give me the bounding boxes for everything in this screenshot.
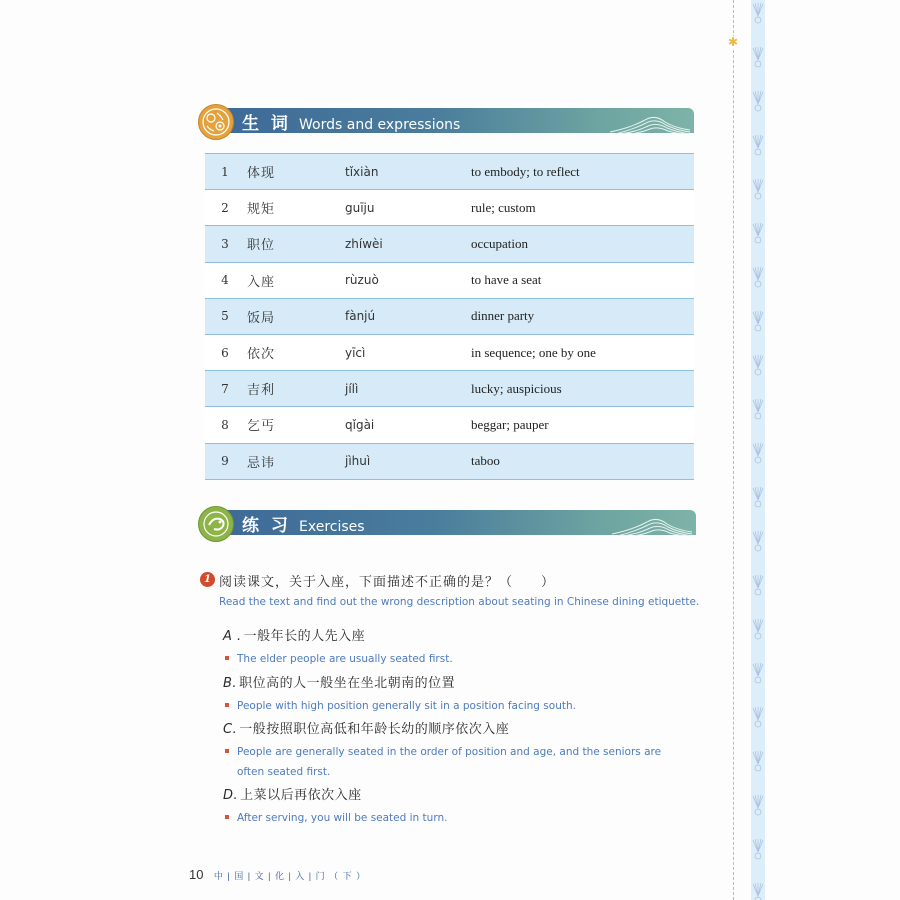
word-meaning: rule; custom xyxy=(471,190,694,226)
word-number: 6 xyxy=(205,334,245,370)
fan-pattern-icon xyxy=(752,354,764,380)
word-number: 5 xyxy=(205,298,245,334)
bullet-square-icon xyxy=(225,703,229,707)
fan-pattern-icon xyxy=(752,794,764,820)
word-pinyin: yīcì xyxy=(345,334,471,370)
fan-pattern-icon xyxy=(752,574,764,600)
question-number-badge: 1 xyxy=(200,572,215,587)
word-hanzi: 体现 xyxy=(245,154,345,190)
page-number: 10 xyxy=(189,867,204,882)
word-hanzi: 饭局 xyxy=(245,298,345,334)
fan-pattern-icon xyxy=(752,90,764,116)
fan-pattern-icon xyxy=(752,134,764,160)
option-letter: C. xyxy=(223,722,238,737)
word-number: 9 xyxy=(205,443,245,479)
word-meaning: lucky; auspicious xyxy=(471,371,694,407)
word-number: 3 xyxy=(205,226,245,262)
word-number: 2 xyxy=(205,190,245,226)
decorative-side-strip xyxy=(751,0,765,900)
word-hanzi: 职位 xyxy=(245,226,345,262)
word-hanzi: 乞丐 xyxy=(245,407,345,443)
vocabulary-table xyxy=(205,153,694,480)
word-number: 4 xyxy=(205,262,245,298)
table-row xyxy=(205,154,694,190)
table-row xyxy=(205,226,694,262)
bullet-square-icon xyxy=(225,656,229,660)
fan-pattern-icon xyxy=(752,618,764,644)
word-meaning: to have a seat xyxy=(471,262,694,298)
word-meaning: taboo xyxy=(471,443,694,479)
section-title xyxy=(242,511,365,536)
mountain-waves-icon xyxy=(612,514,692,536)
word-meaning: beggar; pauper xyxy=(471,407,694,443)
option-text-en: The elder people are usually seated first. xyxy=(237,653,453,665)
book-title: 中 | 国 | 文 | 化 | 入 | 门 （ 下 ） xyxy=(213,871,367,881)
word-hanzi: 吉利 xyxy=(245,371,345,407)
table-row xyxy=(205,443,694,479)
table-row xyxy=(205,298,694,334)
option-text-en: After serving, you will be seated in turn. xyxy=(237,812,448,824)
word-meaning: in sequence; one by one xyxy=(471,334,694,370)
word-meaning: dinner party xyxy=(471,298,694,334)
fan-pattern-icon xyxy=(752,662,764,688)
option-text-en: People with high position generally sit in a position facing south. xyxy=(237,700,576,712)
option-letter: D. xyxy=(223,788,239,803)
table-row xyxy=(205,371,694,407)
table-row xyxy=(205,262,694,298)
section-title-en: Words and expressions xyxy=(299,117,461,133)
fan-pattern-icon xyxy=(752,178,764,204)
fan-pattern-icon xyxy=(752,882,764,900)
word-meaning: to embody; to reflect xyxy=(471,154,694,190)
dragon-medallion-icon xyxy=(198,506,234,542)
word-number: 1 xyxy=(205,154,245,190)
bullet-square-icon xyxy=(225,749,229,753)
option-a xyxy=(223,625,683,669)
margin-dotted-line xyxy=(733,0,734,900)
exercises-section-header xyxy=(198,506,696,540)
option-b xyxy=(223,672,683,716)
fan-pattern-icon xyxy=(752,2,764,28)
bullet-square-icon xyxy=(225,815,229,819)
question-text-cn: 阅读课文，关于入座，下面描述不正确的是？（ ） xyxy=(219,575,556,590)
table-row xyxy=(205,407,694,443)
section-title-cn: 生 词 xyxy=(242,114,291,134)
word-hanzi: 忌讳 xyxy=(245,443,345,479)
vocabulary-section-header xyxy=(198,104,694,138)
question-text-en: Read the text and find out the wrong description about seating in Chinese dining etiquette. xyxy=(219,596,700,608)
word-number: 7 xyxy=(205,371,245,407)
fan-pattern-icon xyxy=(752,442,764,468)
word-hanzi: 依次 xyxy=(245,334,345,370)
option-text-cn: 一般按照职位高低和年龄长幼的顺序依次入座 xyxy=(239,722,510,737)
fan-pattern-icon xyxy=(752,398,764,424)
fan-pattern-icon xyxy=(752,222,764,248)
word-meaning: occupation xyxy=(471,226,694,262)
word-pinyin: zhíwèi xyxy=(345,226,471,262)
section-title-en: Exercises xyxy=(299,519,365,535)
section-title-cn: 练 习 xyxy=(242,516,291,536)
option-text-cn: 上菜以后再依次入座 xyxy=(240,788,362,803)
page-footer xyxy=(189,866,366,884)
word-pinyin: jílì xyxy=(345,371,471,407)
mountain-waves-icon xyxy=(610,112,690,134)
fan-pattern-icon xyxy=(752,486,764,512)
word-pinyin: guīju xyxy=(345,190,471,226)
fan-pattern-icon xyxy=(752,310,764,336)
table-row xyxy=(205,190,694,226)
option-c xyxy=(223,718,683,782)
option-letter: A . xyxy=(223,629,242,644)
option-text-cn: 一般年长的人先入座 xyxy=(243,629,366,644)
section-title xyxy=(242,109,460,134)
word-hanzi: 规矩 xyxy=(245,190,345,226)
flower-medallion-icon xyxy=(198,104,234,140)
fan-pattern-icon xyxy=(752,266,764,292)
word-pinyin: fànjú xyxy=(345,298,471,334)
option-text-en: People are generally seated in the order of position and age, and the seniors are often seated first. xyxy=(237,746,662,778)
table-row xyxy=(205,334,694,370)
fan-pattern-icon xyxy=(752,530,764,556)
fan-pattern-icon xyxy=(752,838,764,864)
fan-pattern-icon xyxy=(752,706,764,732)
option-text-cn: 职位高的人一般坐在坐北朝南的位置 xyxy=(239,676,456,691)
word-pinyin: rùzuò xyxy=(345,262,471,298)
fan-pattern-icon xyxy=(752,46,764,72)
option-letter: B. xyxy=(223,676,238,691)
word-pinyin: tǐxiàn xyxy=(345,154,471,190)
star-ornament-icon: ✱ xyxy=(727,35,739,49)
word-number: 8 xyxy=(205,407,245,443)
word-pinyin: qǐgài xyxy=(345,407,471,443)
word-pinyin: jìhuì xyxy=(345,443,471,479)
option-d xyxy=(223,784,683,828)
fan-pattern-icon xyxy=(752,750,764,776)
word-hanzi: 入座 xyxy=(245,262,345,298)
